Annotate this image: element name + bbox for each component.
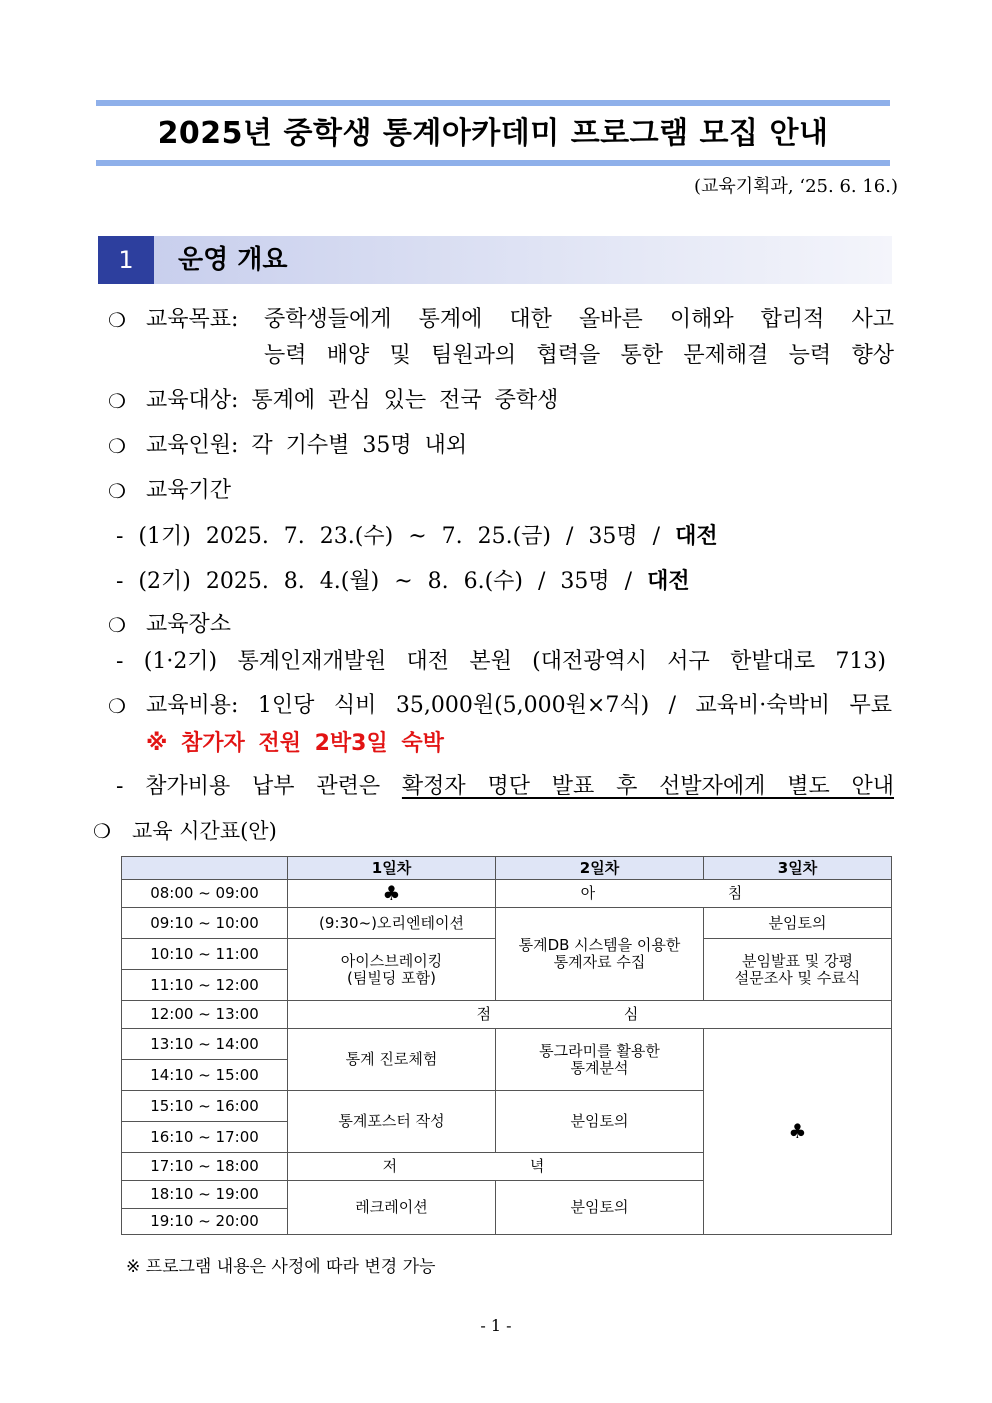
- session-1-place: 대전: [675, 523, 718, 549]
- table-row: [122, 1029, 892, 1060]
- group-discussion-cell-3: 분임토의: [496, 1181, 704, 1235]
- time-cell: 14:10 ~ 15:00: [122, 1060, 288, 1091]
- time-cell: 12:00 ~ 13:00: [122, 1001, 288, 1029]
- bullet-icon: ❍: [108, 479, 126, 503]
- bullet-icon: ❍: [108, 389, 126, 413]
- recreation-cell: 레크레이션: [288, 1181, 496, 1235]
- time-cell: 17:10 ~ 18:00: [122, 1153, 288, 1181]
- group-discussion-cell-2: 분임토의: [496, 1091, 704, 1153]
- title-rule-top: [96, 100, 890, 106]
- presentation-cell: 분임발표 및 강평 설문조사 및 수료식: [704, 939, 892, 1001]
- time-cell: 18:10 ~ 19:00: [122, 1181, 288, 1209]
- venue-label: 교육장소: [146, 612, 232, 637]
- session-2-line: [116, 566, 690, 597]
- payment-prefix: - 참가비용 납부 관련은: [116, 774, 381, 799]
- table-row: [122, 1001, 892, 1029]
- career-cell: 통계 진로체험: [288, 1029, 496, 1091]
- table-header-row: [122, 857, 892, 880]
- session-2-place: 대전: [647, 568, 690, 594]
- club-icon: ♣: [704, 1029, 892, 1235]
- dinner-cell: 저 녁: [288, 1153, 704, 1181]
- schedule-table: [121, 856, 892, 1235]
- header-time: [122, 857, 288, 880]
- header-day-3: 3일차: [704, 857, 892, 880]
- club-icon: ♣: [288, 880, 496, 908]
- group-discussion-cell: 분임토의: [704, 908, 892, 939]
- time-cell: 13:10 ~ 14:00: [122, 1029, 288, 1060]
- payment-underlined: 확정자 명단 발표 후 선발자에게 별도 안내: [401, 774, 895, 799]
- time-cell: 19:10 ~ 20:00: [122, 1209, 288, 1235]
- table-row: [122, 880, 892, 908]
- breakfast-cell: 아 침: [496, 880, 892, 908]
- section-title: 운영 개요: [178, 245, 288, 275]
- time-cell: 16:10 ~ 17:00: [122, 1122, 288, 1153]
- session-1-line: [116, 521, 718, 552]
- header-day-1: 1일차: [288, 857, 496, 880]
- goal-line-1: 중학생들에게 통계에 대한 올바른 이해와 합리적 사고: [264, 307, 894, 332]
- schedule-label: 교육 시간표(안): [132, 819, 277, 843]
- goal-line-2: 능력 배양 및 팀원과의 협력을 통한 문제해결 능력 향상: [264, 343, 894, 368]
- lunch-cell: 점 심: [288, 1001, 892, 1029]
- session-1-dates: - (1기) 2025. 7. 23.(수) ~ 7. 25.(금) / 35명 /: [116, 524, 661, 549]
- time-cell: 09:10 ~ 10:00: [122, 908, 288, 939]
- headcount-line: 교육인원: 각 기수별 35명 내외: [146, 433, 468, 458]
- header-day-2: 2일차: [496, 857, 704, 880]
- goal-label: 교육목표:: [146, 307, 239, 332]
- title-rule-bottom: [96, 160, 890, 166]
- bullet-icon: ❍: [108, 308, 126, 332]
- bullet-icon: ❍: [108, 613, 126, 637]
- time-cell: 10:10 ~ 11:00: [122, 939, 288, 970]
- db-collection-cell: 통계DB 시스템을 이용한 통계자료 수집: [496, 908, 704, 1001]
- tonggrami-cell: 통그라미를 활용한 통계분석: [496, 1029, 704, 1091]
- payment-line: [116, 772, 894, 802]
- session-2-dates: - (2기) 2025. 8. 4.(월) ~ 8. 6.(수) / 35명 /: [116, 569, 633, 594]
- table-row: [122, 908, 892, 939]
- period-label: 교육기간: [146, 478, 232, 503]
- schedule-note: ※ 프로그램 내용은 사정에 따라 변경 가능: [126, 1257, 436, 1277]
- bullet-icon: ❍: [93, 819, 111, 843]
- bullet-icon: ❍: [108, 694, 126, 718]
- department-date: (교육기획과, ‘25. 6. 16.): [693, 176, 898, 197]
- bullet-icon: ❍: [108, 434, 126, 458]
- poster-cell: 통계포스터 작성: [288, 1091, 496, 1153]
- page-title: 2025년 중학생 통계아카데미 프로그램 모집 안내: [157, 116, 829, 151]
- time-cell: 11:10 ~ 12:00: [122, 970, 288, 1001]
- venue-detail: - (1·2기) 통계인재개발원 대전 본원 (대전광역시 서구 한밭대로 713): [116, 649, 886, 674]
- section-number: 1: [98, 236, 154, 284]
- lodging-notice: ※ 참가자 전원 2박3일 숙박: [146, 731, 444, 756]
- cost-line: 교육비용: 1인당 식비 35,000원(5,000원×7식) / 교육비·숙박비 무료: [146, 693, 892, 718]
- time-cell: 08:00 ~ 09:00: [122, 880, 288, 908]
- icebreaking-cell: 아이스브레이킹 (팀빌딩 포함): [288, 939, 496, 1001]
- orientation-cell: (9:30~)오리엔테이션: [288, 908, 496, 939]
- page-number: - 1 -: [480, 1316, 512, 1335]
- time-cell: 15:10 ~ 16:00: [122, 1091, 288, 1122]
- target-line: 교육대상: 통계에 관심 있는 전국 중학생: [146, 388, 559, 413]
